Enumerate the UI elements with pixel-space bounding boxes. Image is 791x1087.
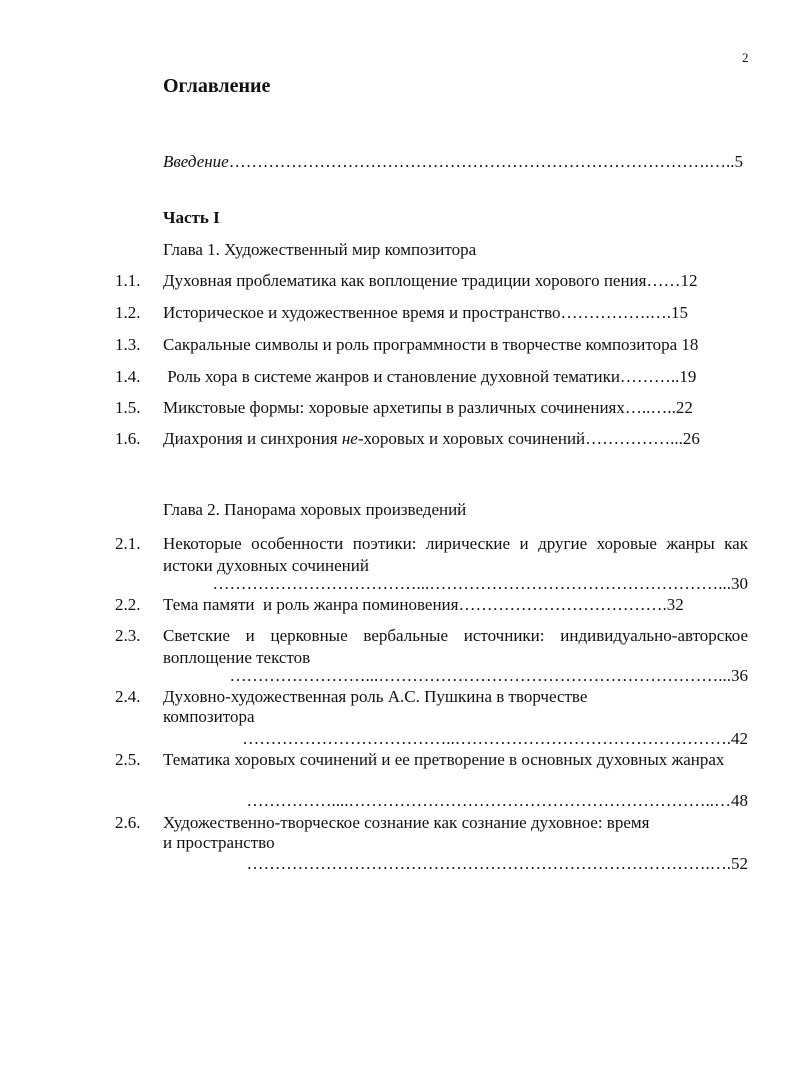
entry-text: Диахрония и синхрония (163, 429, 342, 448)
intro-dots: ………………………………………………………………………….….. (228, 152, 735, 171)
intro-page: 5 (734, 152, 743, 171)
toc-entry-2-6[interactable]: Художественно-творческое сознание как сознание духовное: время (163, 813, 650, 832)
toc-entry-2-4[interactable]: Духовно-художественная роль А.С. Пушкина в творчестве (163, 687, 588, 706)
entry-text-italic: не (341, 429, 358, 448)
toc-entry-1-2[interactable]: Историческое и художественное время и пространство…………….….15 (163, 303, 689, 322)
part-1-title: Часть I (163, 208, 220, 227)
toc-num: 2.2. (115, 595, 141, 614)
intro-label: Введение (163, 152, 229, 171)
toc-dots-2-4: ………………………………..………………………………………….42 (242, 729, 748, 748)
toc-entry-1-1[interactable]: Духовная проблематика как воплощение традиции хорового пения……12 (163, 271, 698, 290)
toc-num: 1.1. (115, 271, 141, 290)
toc-num: 2.3. (115, 626, 141, 645)
toc-dots-2-6: ……………………………………………………………………….….52 (246, 854, 748, 873)
toc-entry-1-5[interactable]: Микстовые формы: хоровые архетипы в различных сочинениях…..…..22 (163, 398, 693, 417)
chapter-1-title: Глава 1. Художественный мир композитора (163, 240, 477, 259)
toc-num: 1.2. (115, 303, 141, 322)
toc-entry-1-4[interactable]: Роль хора в системе жанров и становление духовной тематики………..19 (163, 367, 697, 386)
toc-title: Оглавление (163, 75, 271, 97)
toc-entry-2-6-cont: и пространство (163, 833, 275, 852)
toc-dots-2-3: ……………………...……………………………………………………...36 (229, 666, 748, 685)
toc-dots-2-5: ……………....………………………………………………………..…48 (246, 791, 748, 810)
toc-num: 1.3. (115, 335, 141, 354)
toc-entry-2-4-cont: композитора (163, 707, 255, 726)
toc-entry-1-6[interactable] (163, 428, 748, 450)
toc-entry-2-2[interactable]: Тема памяти и роль жанра поминовения……………………………….32 (163, 595, 684, 614)
toc-num: 1.4. (115, 367, 141, 386)
toc-num: 2.1. (115, 534, 141, 553)
chapter-2-title: Глава 2. Панорама хоровых произведений (163, 500, 467, 519)
toc-entry-2-3[interactable]: Светские и церковные вербальные источники: индивидуально-авторское воплощение текстов (163, 626, 748, 667)
toc-num: 1.5. (115, 398, 141, 417)
toc-entry-2-5[interactable]: Тематика хоровых сочинений и ее претворение в основных духовных жанрах (163, 750, 725, 769)
toc-num: 2.4. (115, 687, 141, 706)
toc-num: 1.6. (115, 429, 141, 448)
toc-entry-1-3[interactable]: Сакральные символы и роль программности в творчестве композитора 18 (163, 335, 699, 354)
toc-dots-2-1: ………………………………...……………………………………………...30 (212, 574, 748, 593)
entry-text: -хоровых и хоровых сочинений……………...26 (357, 429, 700, 448)
toc-entry-intro[interactable] (163, 151, 743, 173)
toc-num: 2.5. (115, 750, 141, 769)
page-number: 2 (742, 50, 749, 65)
toc-entry-2-1[interactable]: Некоторые особенности поэтики: лирические и другие хоровые жанры как истоки духовных сочинений (163, 534, 748, 575)
toc-num: 2.6. (115, 813, 141, 832)
